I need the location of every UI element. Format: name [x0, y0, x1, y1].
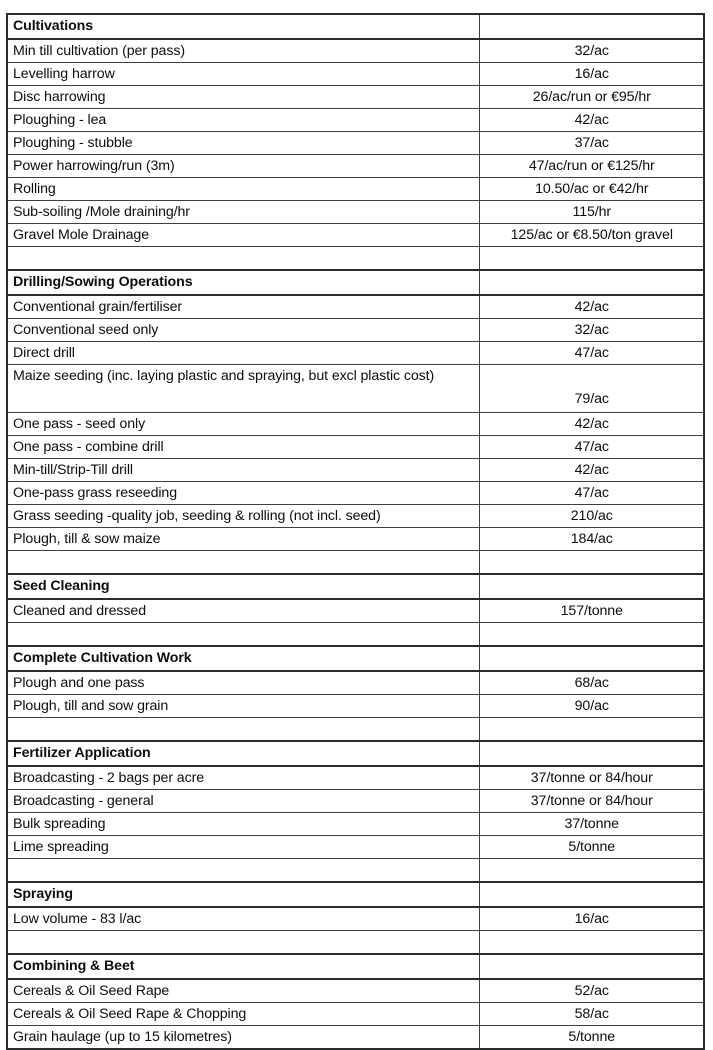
operation-cell — [7, 718, 479, 742]
table-row — [7, 599, 704, 623]
operation-cell: Ploughing - lea — [7, 109, 479, 132]
table-row — [7, 319, 704, 342]
operation-cell: Gravel Mole Drainage — [7, 224, 479, 247]
charge-cell — [479, 551, 704, 575]
operation-cell: Bulk spreading — [7, 813, 479, 836]
operation-cell — [7, 931, 479, 955]
charge-cell: 37/ac — [479, 132, 704, 155]
section-title-cell: Cultivations — [7, 14, 479, 39]
charge-cell: 47/ac — [479, 436, 704, 459]
rates-table — [6, 13, 705, 1050]
table-row — [7, 295, 704, 319]
charge-cell: 32/ac — [479, 39, 704, 63]
operation-cell: Cereals & Oil Seed Rape — [7, 979, 479, 1003]
charge-cell: 26/ac/run or €95/hr — [479, 86, 704, 109]
charge-cell: 47/ac/run or €125/hr — [479, 155, 704, 178]
table-spacer-row — [7, 247, 704, 271]
table-row — [7, 365, 704, 413]
table-row — [7, 413, 704, 436]
table-row — [7, 505, 704, 528]
charge-cell: 58/ac — [479, 1003, 704, 1026]
table-row — [7, 436, 704, 459]
operation-cell — [7, 551, 479, 575]
table-section-header-row — [7, 270, 704, 295]
operation-cell — [7, 247, 479, 271]
table-spacer-row — [7, 551, 704, 575]
table-spacer-row — [7, 931, 704, 955]
operation-cell: Min-till/Strip-Till drill — [7, 459, 479, 482]
operation-cell: Conventional grain/fertiliser — [7, 295, 479, 319]
operation-cell: Cereals & Oil Seed Rape & Chopping — [7, 1003, 479, 1026]
operation-cell: Cleaned and dressed — [7, 599, 479, 623]
charge-cell: 42/ac — [479, 413, 704, 436]
operation-cell: Ploughing - stubble — [7, 132, 479, 155]
charge-cell: 47/ac — [479, 342, 704, 365]
section-title-cell: Spraying — [7, 882, 479, 907]
operation-cell: Plough and one pass — [7, 671, 479, 695]
table-row — [7, 39, 704, 63]
operation-cell: Plough, till and sow grain — [7, 695, 479, 718]
table-row — [7, 907, 704, 931]
operation-cell: Grass seeding -quality job, seeding & rolling (not incl. seed) — [7, 505, 479, 528]
charge-cell — [479, 741, 704, 766]
operation-cell: Min till cultivation (per pass) — [7, 39, 479, 63]
table-section-header-row — [7, 646, 704, 671]
charge-cell: 5/tonne — [479, 1026, 704, 1050]
table-row — [7, 813, 704, 836]
section-title-cell: Combining & Beet — [7, 954, 479, 979]
table-section-header-row — [7, 574, 704, 599]
charge-cell — [479, 14, 704, 39]
table-row — [7, 836, 704, 859]
table-row — [7, 201, 704, 224]
table-row — [7, 766, 704, 790]
charge-cell — [479, 623, 704, 647]
operation-cell: Broadcasting - general — [7, 790, 479, 813]
operation-cell: One-pass grass reseeding — [7, 482, 479, 505]
charge-cell: 37/tonne or 84/hour — [479, 766, 704, 790]
charge-cell: 125/ac or €8.50/ton gravel — [479, 224, 704, 247]
section-title-cell: Complete Cultivation Work — [7, 646, 479, 671]
rates-table-body — [7, 14, 704, 1049]
charge-cell — [479, 646, 704, 671]
table-section-header-row — [7, 741, 704, 766]
table-row — [7, 1026, 704, 1050]
charge-cell — [479, 859, 704, 883]
operation-cell: Sub-soiling /Mole draining/hr — [7, 201, 479, 224]
table-row — [7, 224, 704, 247]
charge-cell: 10.50/ac or €42/hr — [479, 178, 704, 201]
table-section-header-row — [7, 14, 704, 39]
operation-cell: Lime spreading — [7, 836, 479, 859]
table-spacer-row — [7, 623, 704, 647]
charge-cell: 42/ac — [479, 459, 704, 482]
operation-cell: Plough, till & sow maize — [7, 528, 479, 551]
table-row — [7, 459, 704, 482]
charge-cell: 37/tonne or 84/hour — [479, 790, 704, 813]
table-section-header-row — [7, 954, 704, 979]
operation-cell: Grain haulage (up to 15 kilometres) — [7, 1026, 479, 1050]
charge-cell: 68/ac — [479, 671, 704, 695]
table-row — [7, 342, 704, 365]
operation-cell — [7, 623, 479, 647]
charge-cell: 157/tonne — [479, 599, 704, 623]
operation-cell: Conventional seed only — [7, 319, 479, 342]
section-title-cell: Seed Cleaning — [7, 574, 479, 599]
table-spacer-row — [7, 859, 704, 883]
table-row — [7, 482, 704, 505]
section-title-cell: Drilling/Sowing Operations — [7, 270, 479, 295]
table-row — [7, 86, 704, 109]
table-row — [7, 178, 704, 201]
table-row — [7, 671, 704, 695]
charge-cell: 47/ac — [479, 482, 704, 505]
charge-cell: 90/ac — [479, 695, 704, 718]
charge-cell: 210/ac — [479, 505, 704, 528]
charge-cell: 5/tonne — [479, 836, 704, 859]
charge-cell — [479, 247, 704, 271]
charge-cell: 115/hr — [479, 201, 704, 224]
charge-cell: 37/tonne — [479, 813, 704, 836]
table-row — [7, 790, 704, 813]
operation-cell: Maize seeding (inc. laying plastic and spraying, but excl plastic cost) — [7, 365, 479, 413]
operation-cell: Power harrowing/run (3m) — [7, 155, 479, 178]
table-row — [7, 132, 704, 155]
charge-cell: 16/ac — [479, 907, 704, 931]
charge-cell: 184/ac — [479, 528, 704, 551]
charge-cell — [479, 954, 704, 979]
table-row — [7, 528, 704, 551]
table-row — [7, 109, 704, 132]
charge-cell: 52/ac — [479, 979, 704, 1003]
table-spacer-row — [7, 718, 704, 742]
charge-cell — [479, 574, 704, 599]
charge-cell — [479, 882, 704, 907]
operation-cell — [7, 859, 479, 883]
charge-cell — [479, 931, 704, 955]
charge-cell — [479, 718, 704, 742]
table-row — [7, 155, 704, 178]
operation-cell: Rolling — [7, 178, 479, 201]
operation-cell: One pass - seed only — [7, 413, 479, 436]
operation-cell: Levelling harrow — [7, 63, 479, 86]
operation-cell: One pass - combine drill — [7, 436, 479, 459]
table-row — [7, 979, 704, 1003]
charge-cell — [479, 270, 704, 295]
charge-cell: 16/ac — [479, 63, 704, 86]
table-row — [7, 63, 704, 86]
charge-cell: 79/ac — [479, 365, 704, 413]
charge-cell: 42/ac — [479, 295, 704, 319]
operation-cell: Broadcasting - 2 bags per acre — [7, 766, 479, 790]
table-row — [7, 1003, 704, 1026]
operation-cell: Direct drill — [7, 342, 479, 365]
section-title-cell: Fertilizer Application — [7, 741, 479, 766]
charge-cell: 32/ac — [479, 319, 704, 342]
table-row — [7, 695, 704, 718]
operation-cell: Low volume - 83 l/ac — [7, 907, 479, 931]
table-section-header-row — [7, 882, 704, 907]
operation-cell: Disc harrowing — [7, 86, 479, 109]
charge-cell: 42/ac — [479, 109, 704, 132]
